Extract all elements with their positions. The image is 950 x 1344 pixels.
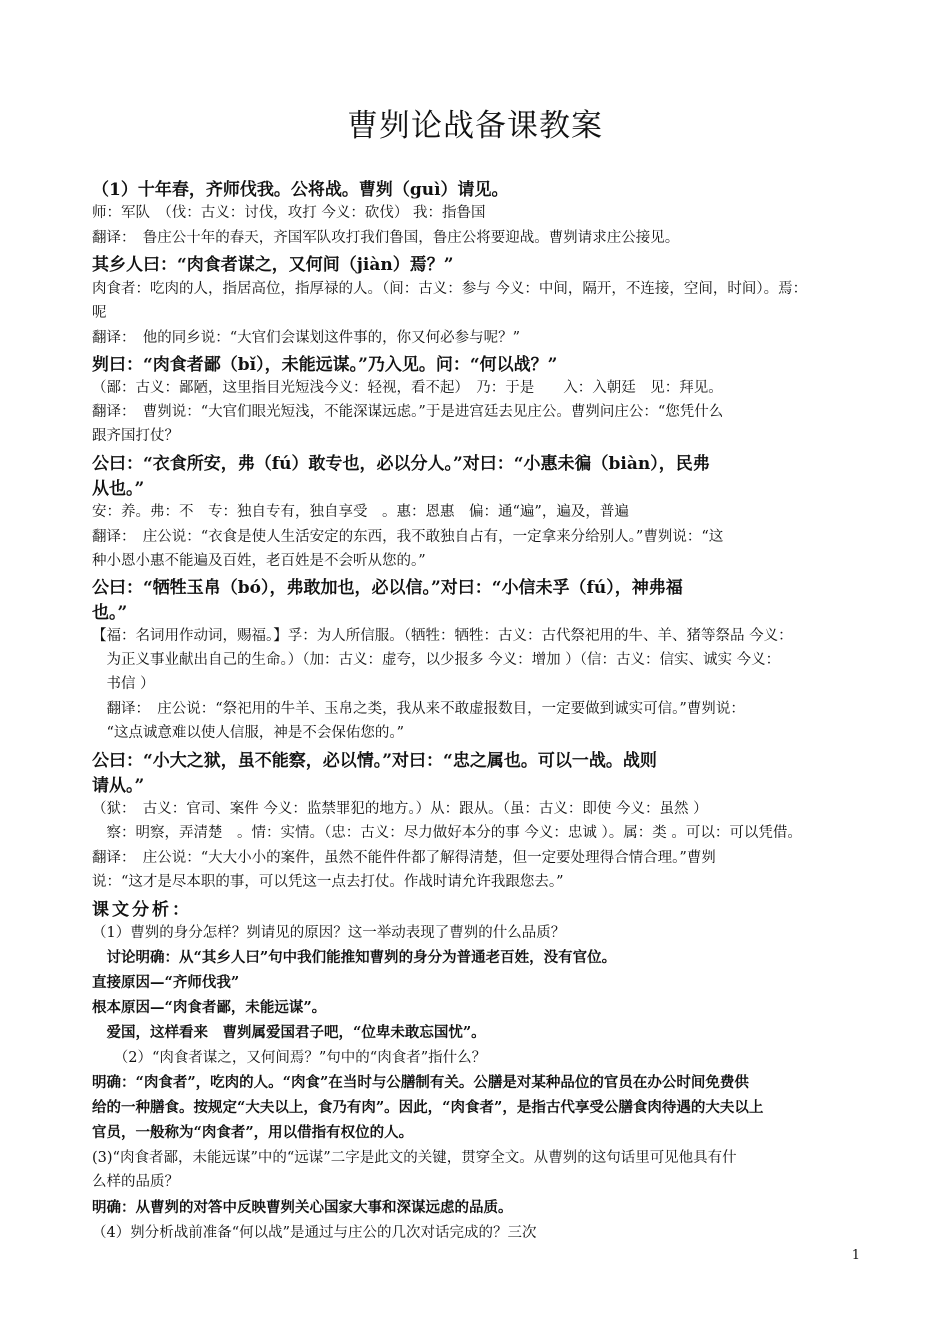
text-line: 说：“这才是尽本职的事，可以凭这一点去打仗。作战时请允许我跟您去。” xyxy=(92,874,564,890)
text-line: 翻译： 庄公说：“祭祀用的牛羊、玉帛之类，我从来不敢虚报数目，一定要做到诚实可信。”曹刿说： xyxy=(92,701,745,717)
text-line: 翻译： 庄公说：“衣食是使人生活安定的东西，我不敢独自占有，一定拿来分给别人。”曹刿说：“这 xyxy=(92,529,724,545)
text-line: （1）十年春，齐师伐我。公将战。曹刿（guì）请见。 xyxy=(92,180,509,200)
text-line: 肉食者：吃肉的人，指居高位，指厚禄的人。（间：古义：参与 今义：中间，隔开，不连接，空间，时间）。焉： xyxy=(92,281,808,297)
text-line: 请从。” xyxy=(92,776,145,796)
text-line: 书信 ） xyxy=(92,676,155,692)
text-line: （4）刿分析战前准备“何以战”是通过与庄公的几次对话完成的？三次 xyxy=(92,1225,537,1241)
text-line: 刿曰：“肉食者鄙（bǐ），未能远谋。”乃入见。问：“何以战？” xyxy=(92,355,558,375)
text-line: （2）“肉食者谋之，又何间焉？”句中的“肉食者”指什么？ xyxy=(92,1050,487,1066)
text-line: 翻译： 他的同乡说：“大官们会谋划这件事的，你又何必参与呢？” xyxy=(92,330,521,346)
text-line: (3)“肉食者鄙，未能远谋”中的“远谋”二字是此文的关键，贯穿全文。从曹刿的这句话里可见他具有什 xyxy=(92,1150,737,1166)
text-line: 爱国，这样看来 曹刿属爱国君子吧，“位卑未敢忘国忧”。 xyxy=(92,1024,486,1041)
text-line: 公曰：“牺牲玉帛（bó），弗敢加也，必以信。”对曰：“小信未孚（fú），神弗福 xyxy=(92,578,683,598)
text-line: 为正义事业献出自己的生命。）（加：古义：虚夸，以少报多 今义：增加 ）（信：古义：信实、诚实 今义： xyxy=(92,652,781,668)
text-line: 从也。” xyxy=(92,479,145,499)
text-line: 也。” xyxy=(92,603,128,623)
text-line: 种小恩小惠不能遍及百姓，老百姓是不会听从您的。” xyxy=(92,553,426,569)
page-number: 1 xyxy=(851,1248,860,1263)
text-line: 其乡人曰：“肉食者谋之，又何间（jiàn）焉？” xyxy=(92,255,454,275)
text-line: 讨论明确：从“其乡人曰”句中我们能推知曹刿的身分为普通老百姓，没有官位。 xyxy=(92,949,617,966)
text-line: （1）曹刿的身分怎样？刿请见的原因？这一举动表现了曹刿的什么品质？ xyxy=(92,925,566,941)
text-line: 么样的品质？ xyxy=(92,1174,179,1190)
text-line: 官员，一般称为“肉食者”，用以借指有权位的人。 xyxy=(92,1124,414,1141)
text-line: （鄙：古义：鄙陋，这里指目光短浅今义：轻视，看不起） 乃：于是 入：入朝廷 见：拜见。 xyxy=(92,380,723,396)
page-title: 曹刿论战备课教案 xyxy=(347,108,603,144)
text-line: 公曰：“衣食所安，弗（fú）敢专也，必以分人。”对曰：“小惠未徧（biàn），民弗 xyxy=(92,454,710,474)
text-line: 公曰：“小大之狱，虽不能察，必以情。”对曰：“忠之属也。可以一战。战则 xyxy=(92,751,657,771)
text-line: 课文分析： xyxy=(92,900,192,920)
text-line: 翻译： 鲁庄公十年的春天，齐国军队攻打我们鲁国，鲁庄公将要迎战。曹刿请求庄公接见。 xyxy=(92,230,680,246)
text-line: 师：军队 （伐：古义：讨伐，攻打 今义：砍伐） 我：指鲁国 xyxy=(92,205,486,221)
text-line: 察：明察，弄清楚 。情：实情。（忠：古义：尽力做好本分的事 今义：忠诚 ）。属：类 。可以：可以凭借。 xyxy=(92,825,802,841)
text-line: 翻译： 曹刿说：“大官们眼光短浅，不能深谋远虑。”于是进宫廷去见庄公。曹刿问庄公：“您凭什么 xyxy=(92,404,724,420)
text-line: 呢 xyxy=(92,305,107,321)
text-line: 明确：从曹刿的对答中反映曹刿关心国家大事和深谋远虑的品质。 xyxy=(92,1199,513,1216)
text-line: 安：养。弗：不 专：独自专有，独自享受 。惠：恩惠 偏：通“遍”，遍及，普遍 xyxy=(92,504,629,520)
text-line: 跟齐国打仗？ xyxy=(92,428,179,444)
text-line: 根本原因—“肉食者鄙，未能远谋”。 xyxy=(92,999,327,1016)
text-line: 【福：名词用作动词，赐福。】孚：为人所信服。（牺牲：牺牲：古义：古代祭祀用的牛、羊、猪等祭品 今义： xyxy=(92,628,793,644)
text-line: 明确：“肉食者”，吃肉的人。“肉食”在当时与公膳制有关。公膳是对某种品位的官员在办公时间免费供 xyxy=(92,1074,749,1091)
text-line: 给的一种膳食。按规定“大夫以上，食乃有肉”。因此，“肉食者”，是指古代享受公膳食肉待遇的大夫以上 xyxy=(92,1099,764,1116)
text-line: （狱： 古义：官司、案件 今义：监禁罪犯的地方。）从：跟从。（虽：古义：即使 今义：虽然 ） xyxy=(92,801,708,817)
text-line: 翻译： 庄公说：“大大小小的案件，虽然不能件件都了解得清楚，但一定要处理得合情合理。”曹刿 xyxy=(92,850,716,866)
text-line: 直接原因—“齐师伐我” xyxy=(92,974,240,991)
text-line: “这点诚意难以使人信服，神是不会保佑您的。” xyxy=(92,725,405,741)
